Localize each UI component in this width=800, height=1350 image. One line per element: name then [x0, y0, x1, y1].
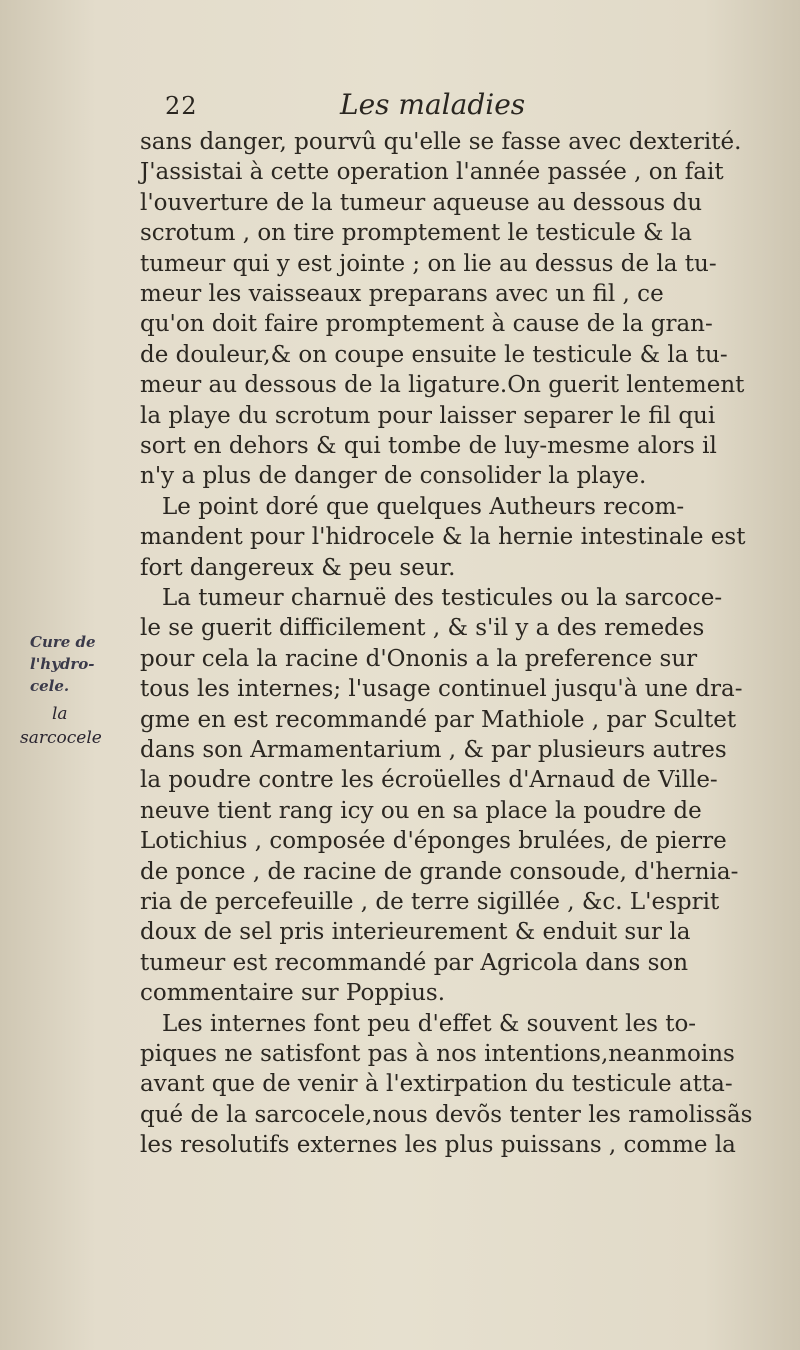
text-line: tumeur qui y est jointe ; on lie au dessus de la tu- — [140, 250, 717, 277]
text-line: qué de la sarcocele,nous devõs tenter les ramolissãs — [140, 1101, 753, 1128]
text-line: meur au dessous de la ligature.On guerit lentement — [140, 372, 745, 399]
text-line: J'assistai à cette operation l'année passée , on fait — [140, 159, 724, 186]
text-line: de ponce , de racine de grande consoude, d'hernia- — [140, 858, 739, 885]
text-line: piques ne satisfont pas à nos intentions,neanmoins — [140, 1041, 735, 1067]
page-number: 22 — [165, 92, 198, 120]
running-title: Les maladies — [340, 88, 526, 121]
text-line: tous les internes; l'usage continuel jusqu'à une dra- — [140, 676, 743, 703]
text-line: fort dangereux & peu seur. — [140, 554, 456, 581]
text-line: la poudre contre les écroüelles d'Arnaud de Ville- — [140, 767, 718, 794]
text-line: sans danger, pourvû qu'elle se fasse avec dexterité. — [140, 129, 742, 155]
text-line: de douleur,& on coupe ensuite le testicule & la tu- — [140, 341, 728, 368]
text-line: Les internes font peu d'effet & souvent les to- — [162, 1010, 697, 1037]
text-line: commentaire sur Poppius. — [140, 980, 446, 1007]
text-line: ria de percefeuille , de terre sigillée , &c. L'esprit — [140, 889, 720, 915]
text-line: dans son Armamentarium , & par plusieurs autres — [140, 737, 727, 763]
page-header — [165, 88, 725, 124]
margin-note-line: Cure de — [30, 633, 96, 651]
text-line: Lotichius , composée d'éponges brulées, de pierre — [140, 828, 727, 855]
text-line: avant que de venir à l'extirpation du testicule atta- — [140, 1071, 733, 1098]
text-line: le se guerit difficilement , & s'il y a des remedes — [140, 615, 705, 642]
text-line: pour cela la racine d'Ononis a la preference sur — [140, 645, 698, 672]
text-line: tumeur est recommandé par Agricola dans son — [140, 949, 689, 976]
text-line: n'y a plus de danger de consolider la playe. — [140, 463, 647, 490]
text-line: qu'on doit faire promptement à cause de la gran- — [140, 311, 713, 338]
text-line: doux de sel pris interieurement & enduit sur la — [140, 919, 691, 946]
margin-note-line: l'hydro- — [30, 655, 95, 673]
text-line: meur les vaisseaux preparans avec un fil , ce — [140, 281, 664, 307]
text-line: la playe du scrotum pour laisser separer le fil qui — [140, 402, 716, 429]
text-line: scrotum , on tire promptement le testicule & la — [140, 220, 692, 247]
text-line: l'ouverture de la tumeur aqueuse au dessous du — [140, 189, 703, 216]
margin-note-handwritten: sarcocele — [20, 728, 102, 748]
text-line: les resolutifs externes les plus puissans , comme la — [140, 1132, 736, 1159]
text-line: Le point doré que quelques Autheurs recom- — [162, 493, 685, 520]
text-line: gme en est recommandé par Mathiole , par Scultet — [140, 706, 737, 733]
text-line: mandent pour l'hidrocele & la hernie intestinale est — [140, 524, 746, 551]
margin-note-line: cele. — [30, 677, 70, 695]
text-line: sort en dehors & qui tombe de luy-mesme alors il — [140, 433, 717, 459]
text-line: La tumeur charnuë des testicules ou la sarcoce- — [162, 585, 723, 611]
margin-note-handwritten: la — [52, 704, 68, 724]
text-line: neuve tient rang icy ou en sa place la poudre de — [140, 797, 702, 824]
